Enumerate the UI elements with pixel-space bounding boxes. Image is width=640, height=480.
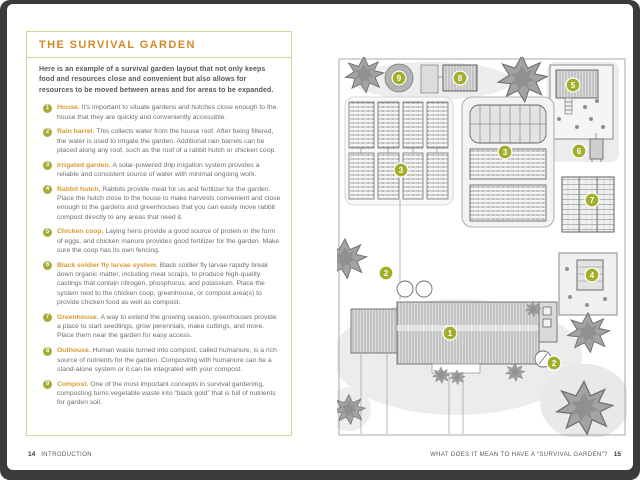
garden-list-item [43, 161, 282, 180]
svg-text:3: 3 [502, 147, 508, 157]
map-marker-2 [379, 266, 393, 280]
map-marker-4 [585, 268, 599, 282]
item-number-badge: 5 [43, 228, 52, 237]
item-text: House. It’s important to situate gardens and hutches close enough to the house that they are quickly and conveniently accessible. [57, 104, 277, 121]
svg-text:6: 6 [576, 146, 582, 156]
item-number-badge: 6 [43, 261, 52, 270]
garden-list-item [43, 261, 282, 307]
garden-list-item [43, 127, 282, 155]
svg-text:5: 5 [570, 80, 576, 90]
irrigated-garden-left [345, 97, 453, 300]
item-text: Chicken coop. Laying hens provide a good source of protein in the form of eggs, and chicken manure provides good fertilizer for the garden. Make sure the coop has its own fencing. [57, 228, 280, 255]
item-text: Greenhouse. A way to extend the growing season, greenhouses provide a place to start seedlings, grow perennials, make cuttings, and more. Place them near the garden for easy access. [57, 313, 277, 340]
item-text: Rain barrel. This collects water from the house roof. After being filtered, the water is used to irrigate the garden. Additional rain barrels can be placed along any roof, such as the roof of a rabbit hutch or chicken coop. [57, 128, 277, 154]
item-number-badge: 1 [43, 104, 52, 113]
panel-header [27, 32, 291, 58]
map-marker-8 [453, 71, 467, 85]
item-text: Rabbit hutch. Rabbits provide meat for us and fertilizer for the garden. Place the hutch close to the house to make harvests convenient and close enough to the gardens and greenhouses that you can easily move rabbit compost directly to any areas that need it. [57, 185, 281, 221]
item-label: Chicken coop. [57, 228, 106, 236]
map-marker-3 [498, 145, 512, 159]
item-label: Compost. [57, 380, 91, 388]
garden-list-item [43, 346, 282, 374]
item-number-badge: 3 [43, 161, 52, 170]
svg-text:9: 9 [396, 73, 402, 83]
irrigated-garden-middle [462, 97, 554, 227]
svg-text:1: 1 [447, 328, 453, 338]
page-number-left: 14 [28, 451, 36, 458]
garden-list-item [43, 380, 282, 408]
garden-list-item [43, 103, 282, 122]
item-label: Black soldier fly larvae system. [57, 261, 160, 269]
chicken-coop-area [550, 65, 613, 139]
garden-list-item [43, 313, 282, 341]
item-number-badge: 2 [43, 128, 52, 137]
intro-paragraph: Here is an example of a survival garden layout that not only keeps food and resources close and convenient but also allows for resources to be moved between areas and for areas to be expanded. [39, 66, 274, 94]
svg-text:3: 3 [398, 165, 404, 175]
garden-map-illustration [337, 57, 627, 437]
humanure-bin [421, 65, 438, 93]
page-number-right: 15 [613, 451, 621, 458]
panel-body [27, 58, 291, 408]
footer-left [28, 451, 92, 458]
svg-text:2: 2 [383, 268, 389, 278]
svg-text:8: 8 [457, 73, 463, 83]
item-text: Compost. One of the most important concepts in survival gardening, composting turns vegetable waste into “black gold” that is full of nutrients for garden soil. [57, 380, 276, 407]
page-title: THE SURVIVAL GARDEN [39, 38, 196, 51]
map-marker-2 [547, 356, 561, 370]
garden-item-list [39, 103, 282, 407]
garden-list-item [43, 227, 282, 255]
book-page-spread [7, 4, 633, 470]
map-marker-7 [585, 193, 599, 207]
item-label: Rabbit hutch. [57, 185, 103, 193]
footer-section-right: WHAT DOES IT MEAN TO HAVE A “SURVIVAL GARDEN”? [430, 452, 608, 458]
item-text: Irrigated garden. A solar-powered drip irrigation system provides a reliable and consistent source of water with minimal ongoing work. [57, 161, 260, 178]
survival-garden-panel [26, 31, 292, 436]
item-number-badge: 7 [43, 313, 52, 322]
item-number-badge: 9 [43, 380, 52, 389]
item-label: House. [57, 104, 82, 112]
item-number-badge: 4 [43, 185, 52, 194]
map-marker-1 [443, 326, 457, 340]
svg-text:4: 4 [589, 270, 595, 280]
rabbit-hutch-area [559, 253, 617, 315]
item-label: Rain barrel. [57, 128, 97, 136]
footer-right [430, 451, 621, 458]
svg-text:2: 2 [551, 358, 557, 368]
footer-section-left: INTRODUCTION [41, 452, 93, 458]
map-marker-9 [392, 71, 406, 85]
map-marker-6 [572, 144, 586, 158]
item-label: Greenhouse. [57, 313, 101, 321]
item-label: Outhouse. [57, 347, 93, 355]
garden-list-item [43, 185, 282, 222]
map-marker-3 [394, 163, 408, 177]
item-text: Black soldier fly larvae system. Black soldier fly larvae rapidly break down organic matter, including meat scraps, to produce high-quality castings that contain nitrogen, phosphorus, and potassium. Place the system next to the chicken coop, greenhouse, or compost area(s) to provide chicken food as well as compost. [57, 261, 269, 307]
item-label: Irrigated garden. [57, 161, 113, 169]
map-marker-5 [566, 78, 580, 92]
tree [498, 57, 547, 102]
item-number-badge: 8 [43, 347, 52, 356]
rain-barrels-top [397, 281, 432, 297]
tree [337, 239, 367, 279]
item-text: Outhouse. Human waste turned into compost, called humanure, is a rich source of nutrients for the garden. Composting with humanure can be a stand-alone system or it can be integrated with your compost. [57, 347, 277, 373]
svg-text:7: 7 [589, 195, 595, 205]
